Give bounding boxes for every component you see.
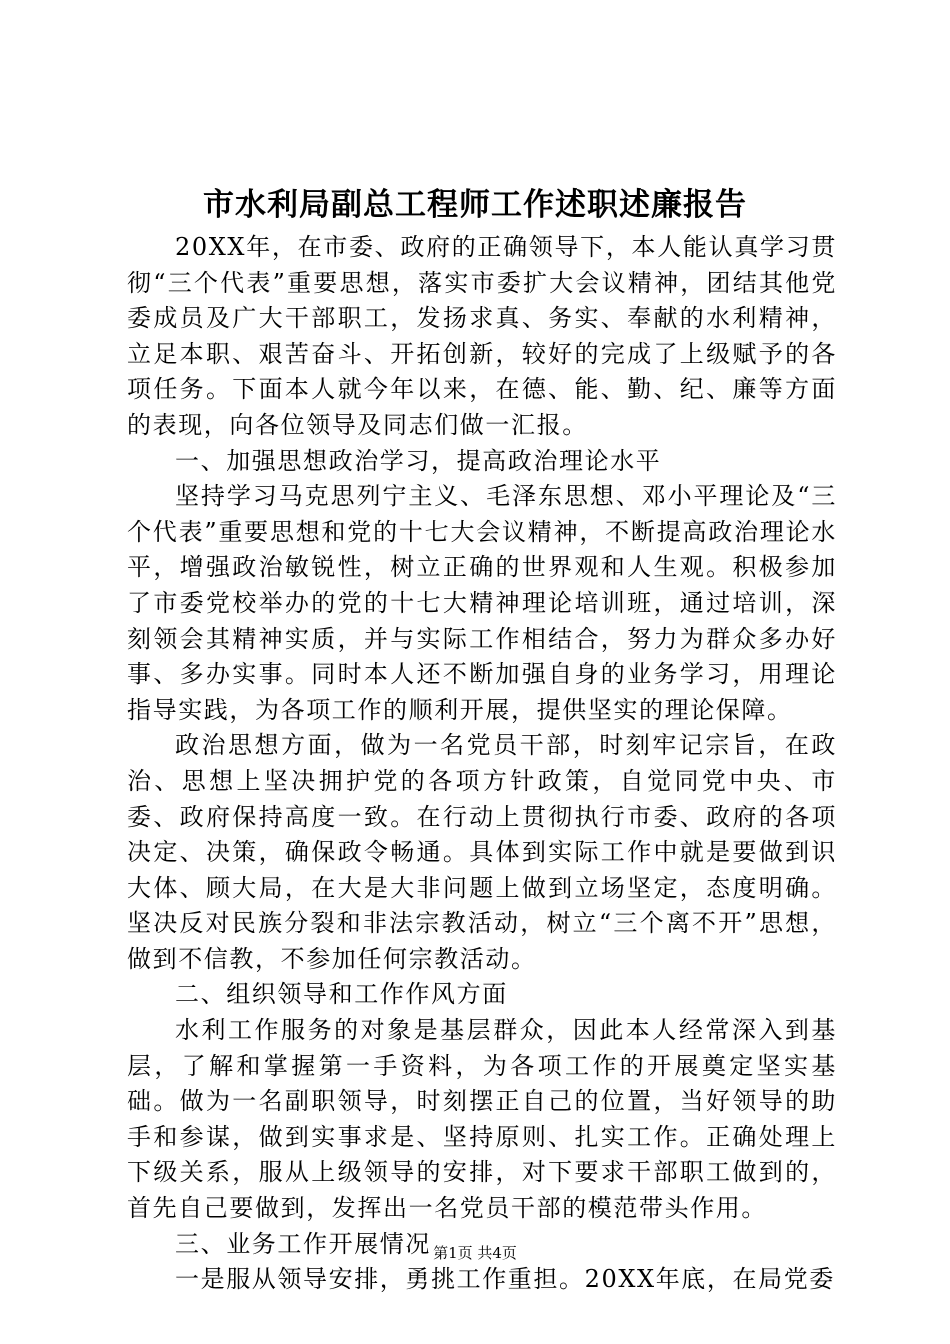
section-heading-1: 一、加强思想政治学习，提高政治理论水平	[175, 446, 662, 475]
page-number-footer: 第1页 共4页	[433, 1244, 517, 1262]
intro-paragraph: 20XX年，在市委、政府的正确领导下，本人能认真学习贯彻“三个代表”重要思想，落实市委扩大会议精神，团结其他党委成员及广大干部职工，发扬求真、务实、奉献的水利精神，立足本职、艰苦奋斗、开拓创新，较好的完成了上级赋予的各项任务。下面本人就今年以来，在德、能、勤、纪、廉等方面的表现，向各位领导及同志们做一汇报。	[127, 233, 837, 439]
section-heading-3: 三、业务工作开展情况	[175, 1229, 431, 1258]
body-paragraph: 水利工作服务的对象是基层群众，因此本人经常深入到基层，了解和掌握第一手资料，为各项工作的开展奠定坚实基础。做为一名副职领导，时刻摆正自己的位置，当好领导的助手和参谋，做到实事求是、坚持原则、扎实工作。正确处理上下级关系，服从上级领导的安排，对下要求干部职工做到的，首先自己要做到，发挥出一名党员干部的模范带头作用。	[127, 1016, 837, 1223]
document-body	[127, 230, 837, 1298]
body-paragraph: 政治思想方面，做为一名党员干部，时刻牢记宗旨，在政治、思想上坚决拥护党的各项方针政策，自觉同党中央、市委、政府保持高度一致。在行动上贯彻执行市委、政府的各项决定、决策，确保政令畅通。具体到实际工作中就是要做到识大体、顾大局，在大是大非问题上做到立场坚定，态度明确。坚决反对民族分裂和非法宗教活动，树立“三个离不开”思想，做到不信教，不参加任何宗教活动。	[127, 731, 837, 973]
body-paragraph: 一是服从领导安排，勇挑工作重担。20XX年底，在局党委	[175, 1265, 835, 1294]
section-heading-2: 二、组织领导和工作作风方面	[175, 980, 508, 1009]
body-paragraph: 坚持学习马克思列宁主义、毛泽东思想、邓小平理论及“三个代表”重要思想和党的十七大会议精神，不断提高政治理论水平，增强政治敏锐性，树立正确的世界观和人生观。积极参加了市委党校举办的党的十七大精神理论培训班，通过培训，深刻领会其精神实质，并与实际工作相结合，努力为群众多办好事、多办实事。同时本人还不断加强自身的业务学习，用理论指导实践，为各项工作的顺利开展，提供坚实的理论保障。	[127, 482, 837, 724]
document-title: 市水利局副总工程师工作述职述廉报告	[203, 187, 747, 223]
